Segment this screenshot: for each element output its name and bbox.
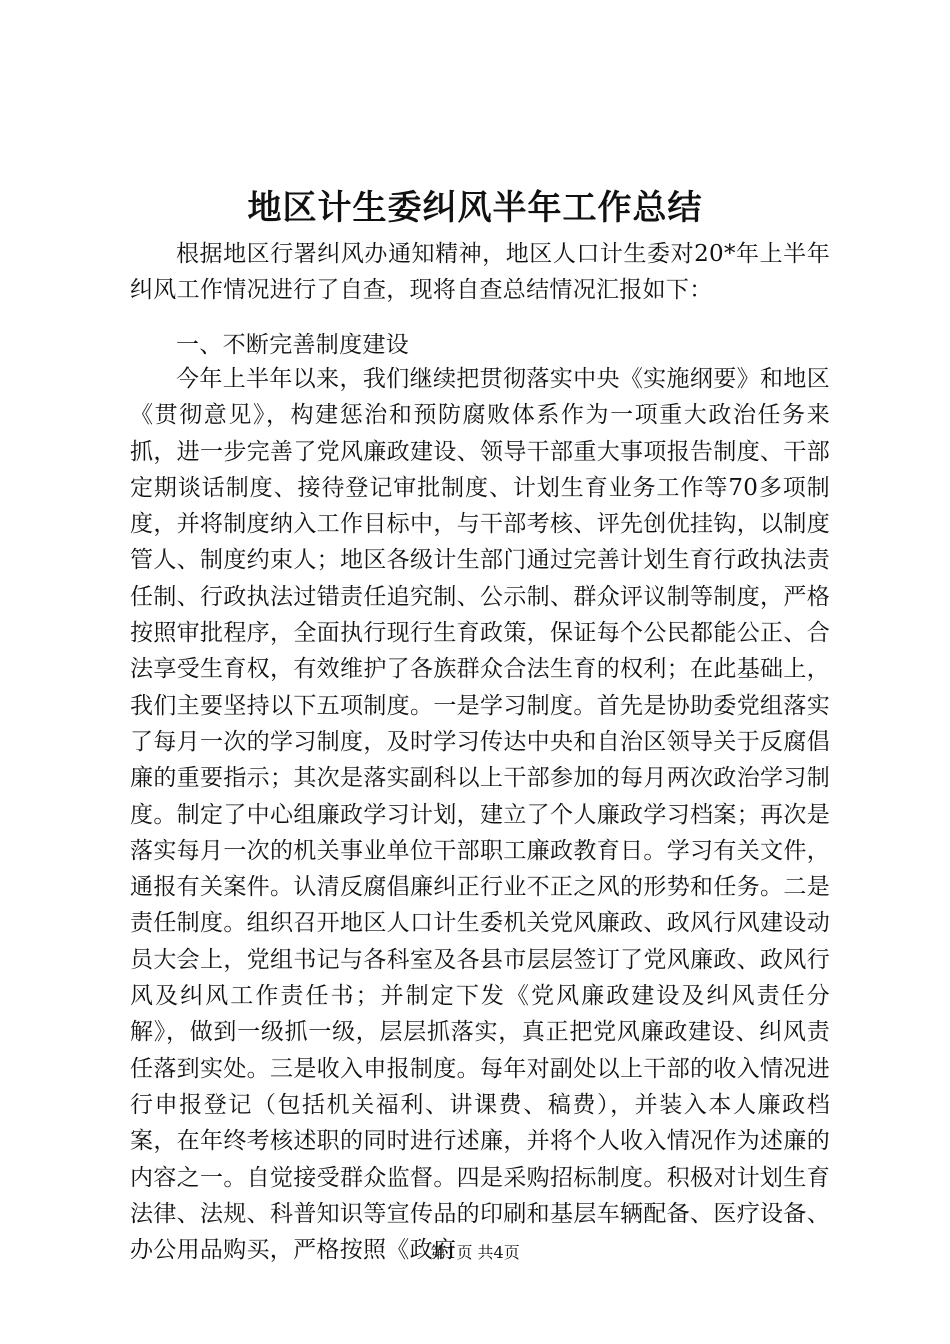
section-heading: 一、不断完善制度建设 [176, 332, 409, 358]
page-number-footer: 第1页 共4页 [430, 1243, 520, 1262]
document-title: 地区计生委纠风半年工作总结 [247, 188, 703, 228]
body-paragraph: 今年上半年以来，我们继续把贯彻落实中央《实施纲要》和地区《贯彻意见》，构建惩治和预防腐败体系作为一项重大政治任务来抓，进一步完善了党风廉政建设、领导干部重大事项报告制度、干部定期谈话制度、接待登记审批制度、计划生育业务工作等70多项制度，并将制度纳入工作目标中，与干部考核、评先创优挂钩，以制度管人、制度约束人；地区各级计生部门通过完善计划生育行政执法责任制、行政执法过错责任追究制、公示制、群众评议制等制度，严格按照审批程序，全面执行现行生育政策，保证每个公民都能公正、合法享受生育权，有效维护了各族群众合法生育的权利；在此基础上，我们主要坚持以下五项制度。一是学习制度。首先是协助委党组落实了每月一次的学习制度，及时学习传达中央和自治区领导关于反腐倡廉的重要指示；其次是落实副科以上干部参加的每月两次政治学习制度。制定了中心组廉政学习计划，建立了个人廉政学习档案；再次是落实每月一次的机关事业单位干部职工廉政教育日。学习有关文件，通报有关案件。认清反腐倡廉纠正行业不正之风的形势和任务。二是责任制度。组织召开地区人口计生委机关党风廉政、政风行风建设动员大会上，党组书记与各科室及各县市层层签订了党风廉政、政风行风及纠风工作责任书；并制定下发《党风廉政建设及纠风责任分解》，做到一级抓一级，层层抓落实，真正把党风廉政建设、纠风责任落到实处。三是收入申报制度。每年对副处以上干部的收入情况进行申报登记（包括机关福利、讲课费、稿费），并装入本人廉政档案，在年终考核述职的同时进行述廉，并将个人收入情况作为述廉的内容之一。自觉接受群众监督。四是采购招标制度。积极对计划生育法律、法规、科普知识等宣传品的印刷和基层车辆配备、医疗设备、办公用品购买，严格按照《政府 [130, 366, 830, 1264]
intro-paragraph: 根据地区行署纠风办通知精神，地区人口计生委对20*年上半年纠风工作情况进行了自查，现将自查总结情况汇报如下： [130, 241, 830, 304]
